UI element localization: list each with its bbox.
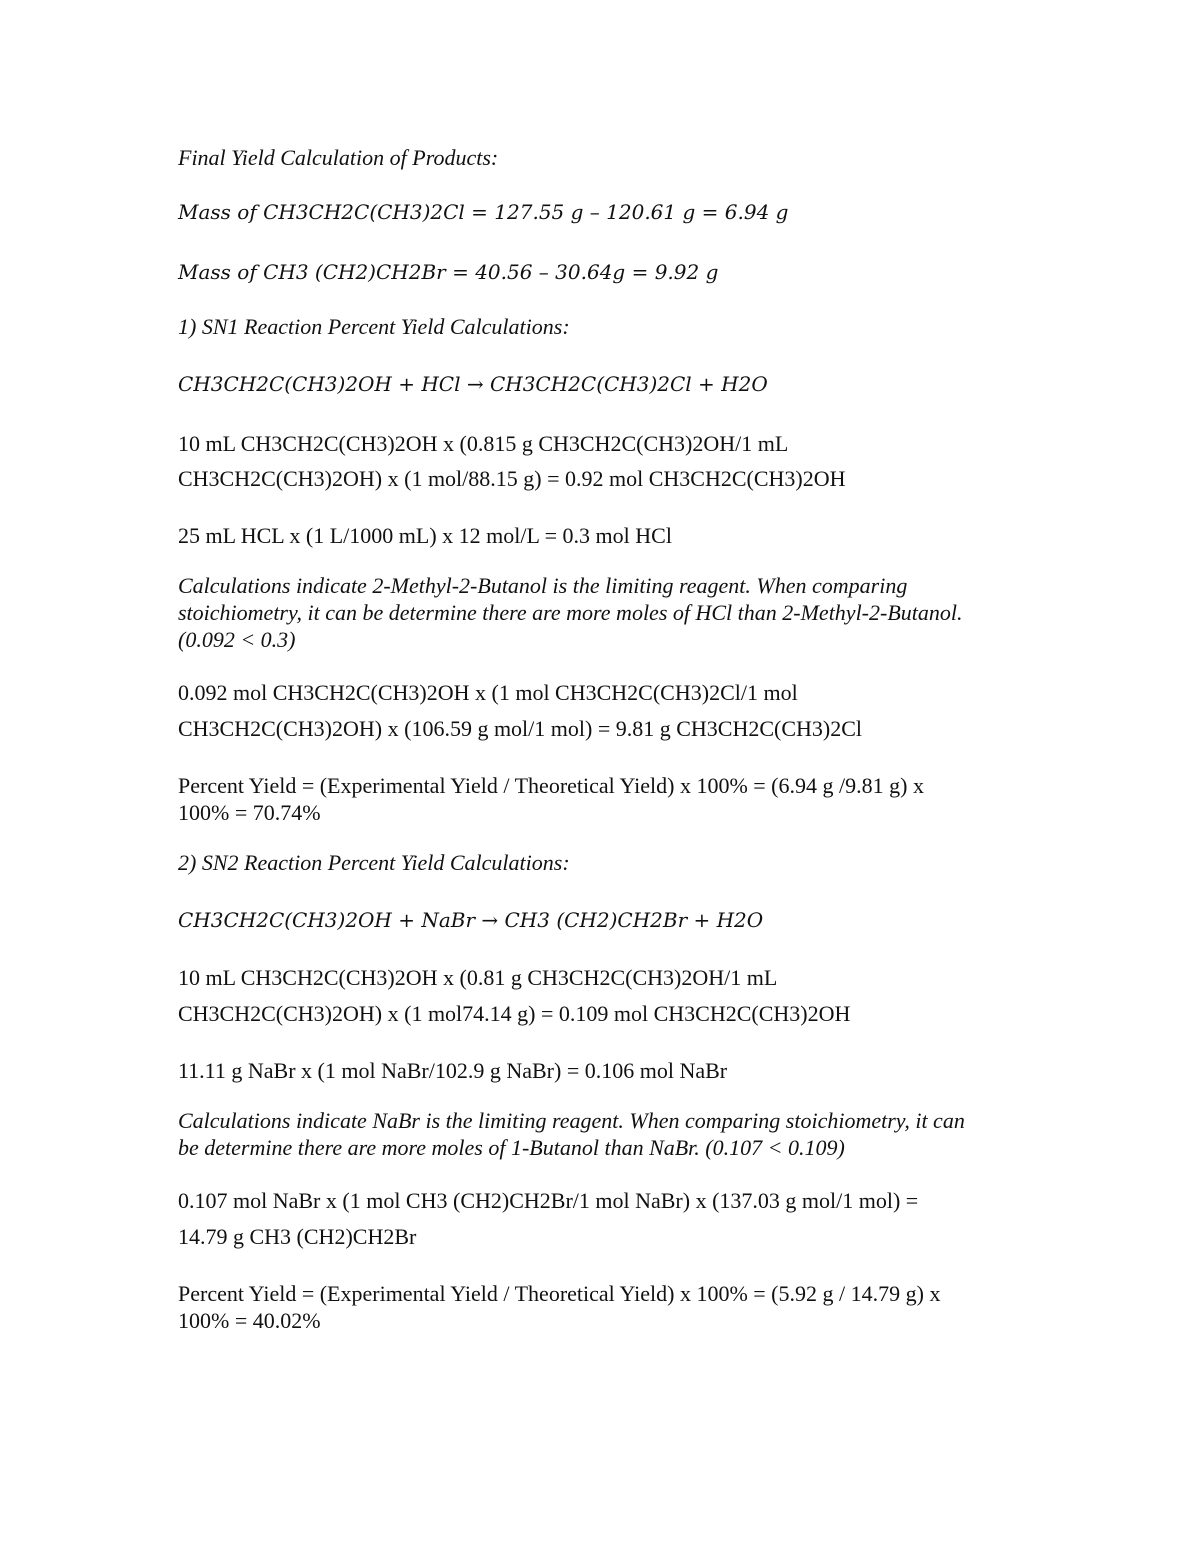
sn2-theoretical-line-1: 0.107 mol NaBr x (1 mol CH3 (CH2)CH2Br/1 mol NaBr) x (137.03 g mol/1 mol) =: [178, 1188, 919, 1213]
mass-chloride-line: Mass of CH3CH2C(CH3)2Cl = 127.55 g – 120.61 g = 6.94 g: [178, 200, 789, 224]
sn2-alcohol-calc-line-1: 10 mL CH3CH2C(CH3)2OH x (0.81 g CH3CH2C(CH3)2OH/1 mL: [178, 965, 778, 990]
mass-bromide-line: Mass of CH3 (CH2)CH2Br = 40.56 – 30.64g = 9.92 g: [178, 260, 719, 284]
sn1-heading: 1) SN1 Reaction Percent Yield Calculations:: [178, 314, 570, 339]
sn1-theoretical-line-1: 0.092 mol CH3CH2C(CH3)2OH x (1 mol CH3CH2C(CH3)2Cl/1 mol: [178, 680, 798, 705]
sn2-percent-yield-line-2: 100% = 40.02%: [178, 1308, 321, 1333]
sn1-equation: CH3CH2C(CH3)2OH + HCl → CH3CH2C(CH3)2Cl + H2O: [178, 372, 768, 396]
sn1-note-line-3: (0.092 < 0.3): [178, 627, 296, 652]
sn2-heading: 2) SN2 Reaction Percent Yield Calculations:: [178, 850, 570, 875]
sn2-equation: CH3CH2C(CH3)2OH + NaBr → CH3 (CH2)CH2Br + H2O: [178, 908, 764, 932]
sn1-theoretical-line-2: CH3CH2C(CH3)2OH) x (106.59 g mol/1 mol) = 9.81 g CH3CH2C(CH3)2Cl: [178, 716, 863, 741]
sn1-note-line-2: stoichiometry, it can be determine there are more moles of HCl than 2-Methyl-2-Butanol.: [178, 600, 963, 625]
sn1-note-line-1: Calculations indicate 2-Methyl-2-Butanol is the limiting reagent. When comparing: [178, 573, 908, 598]
sn1-percent-yield-line-1: Percent Yield = (Experimental Yield / Theoretical Yield) x 100% = (6.94 g /9.81 g) x: [178, 773, 924, 798]
sn2-theoretical-line-2: 14.79 g CH3 (CH2)CH2Br: [178, 1224, 417, 1249]
sn1-alcohol-calc-line-1: 10 mL CH3CH2C(CH3)2OH x (0.815 g CH3CH2C(CH3)2OH/1 mL: [178, 431, 789, 456]
page-heading: Final Yield Calculation of Products:: [178, 145, 499, 170]
sn1-percent-yield-line-2: 100% = 70.74%: [178, 800, 321, 825]
sn2-nabr-calc: 11.11 g NaBr x (1 mol NaBr/102.9 g NaBr) = 0.106 mol NaBr: [178, 1058, 728, 1083]
sn2-note-line-2: be determine there are more moles of 1-Butanol than NaBr. (0.107 < 0.109): [178, 1135, 845, 1160]
sn1-alcohol-calc-line-2: CH3CH2C(CH3)2OH) x (1 mol/88.15 g) = 0.92 mol CH3CH2C(CH3)2OH: [178, 466, 846, 491]
sn2-alcohol-calc-line-2: CH3CH2C(CH3)2OH) x (1 mol74.14 g) = 0.109 mol CH3CH2C(CH3)2OH: [178, 1001, 851, 1026]
sn2-percent-yield-line-1: Percent Yield = (Experimental Yield / Theoretical Yield) x 100% = (5.92 g / 14.79 g) x: [178, 1281, 941, 1306]
sn2-note-line-1: Calculations indicate NaBr is the limiting reagent. When comparing stoichiometry, it can: [178, 1108, 965, 1133]
sn1-hcl-calc: 25 mL HCL x (1 L/1000 mL) x 12 mol/L = 0.3 mol HCl: [178, 523, 672, 548]
